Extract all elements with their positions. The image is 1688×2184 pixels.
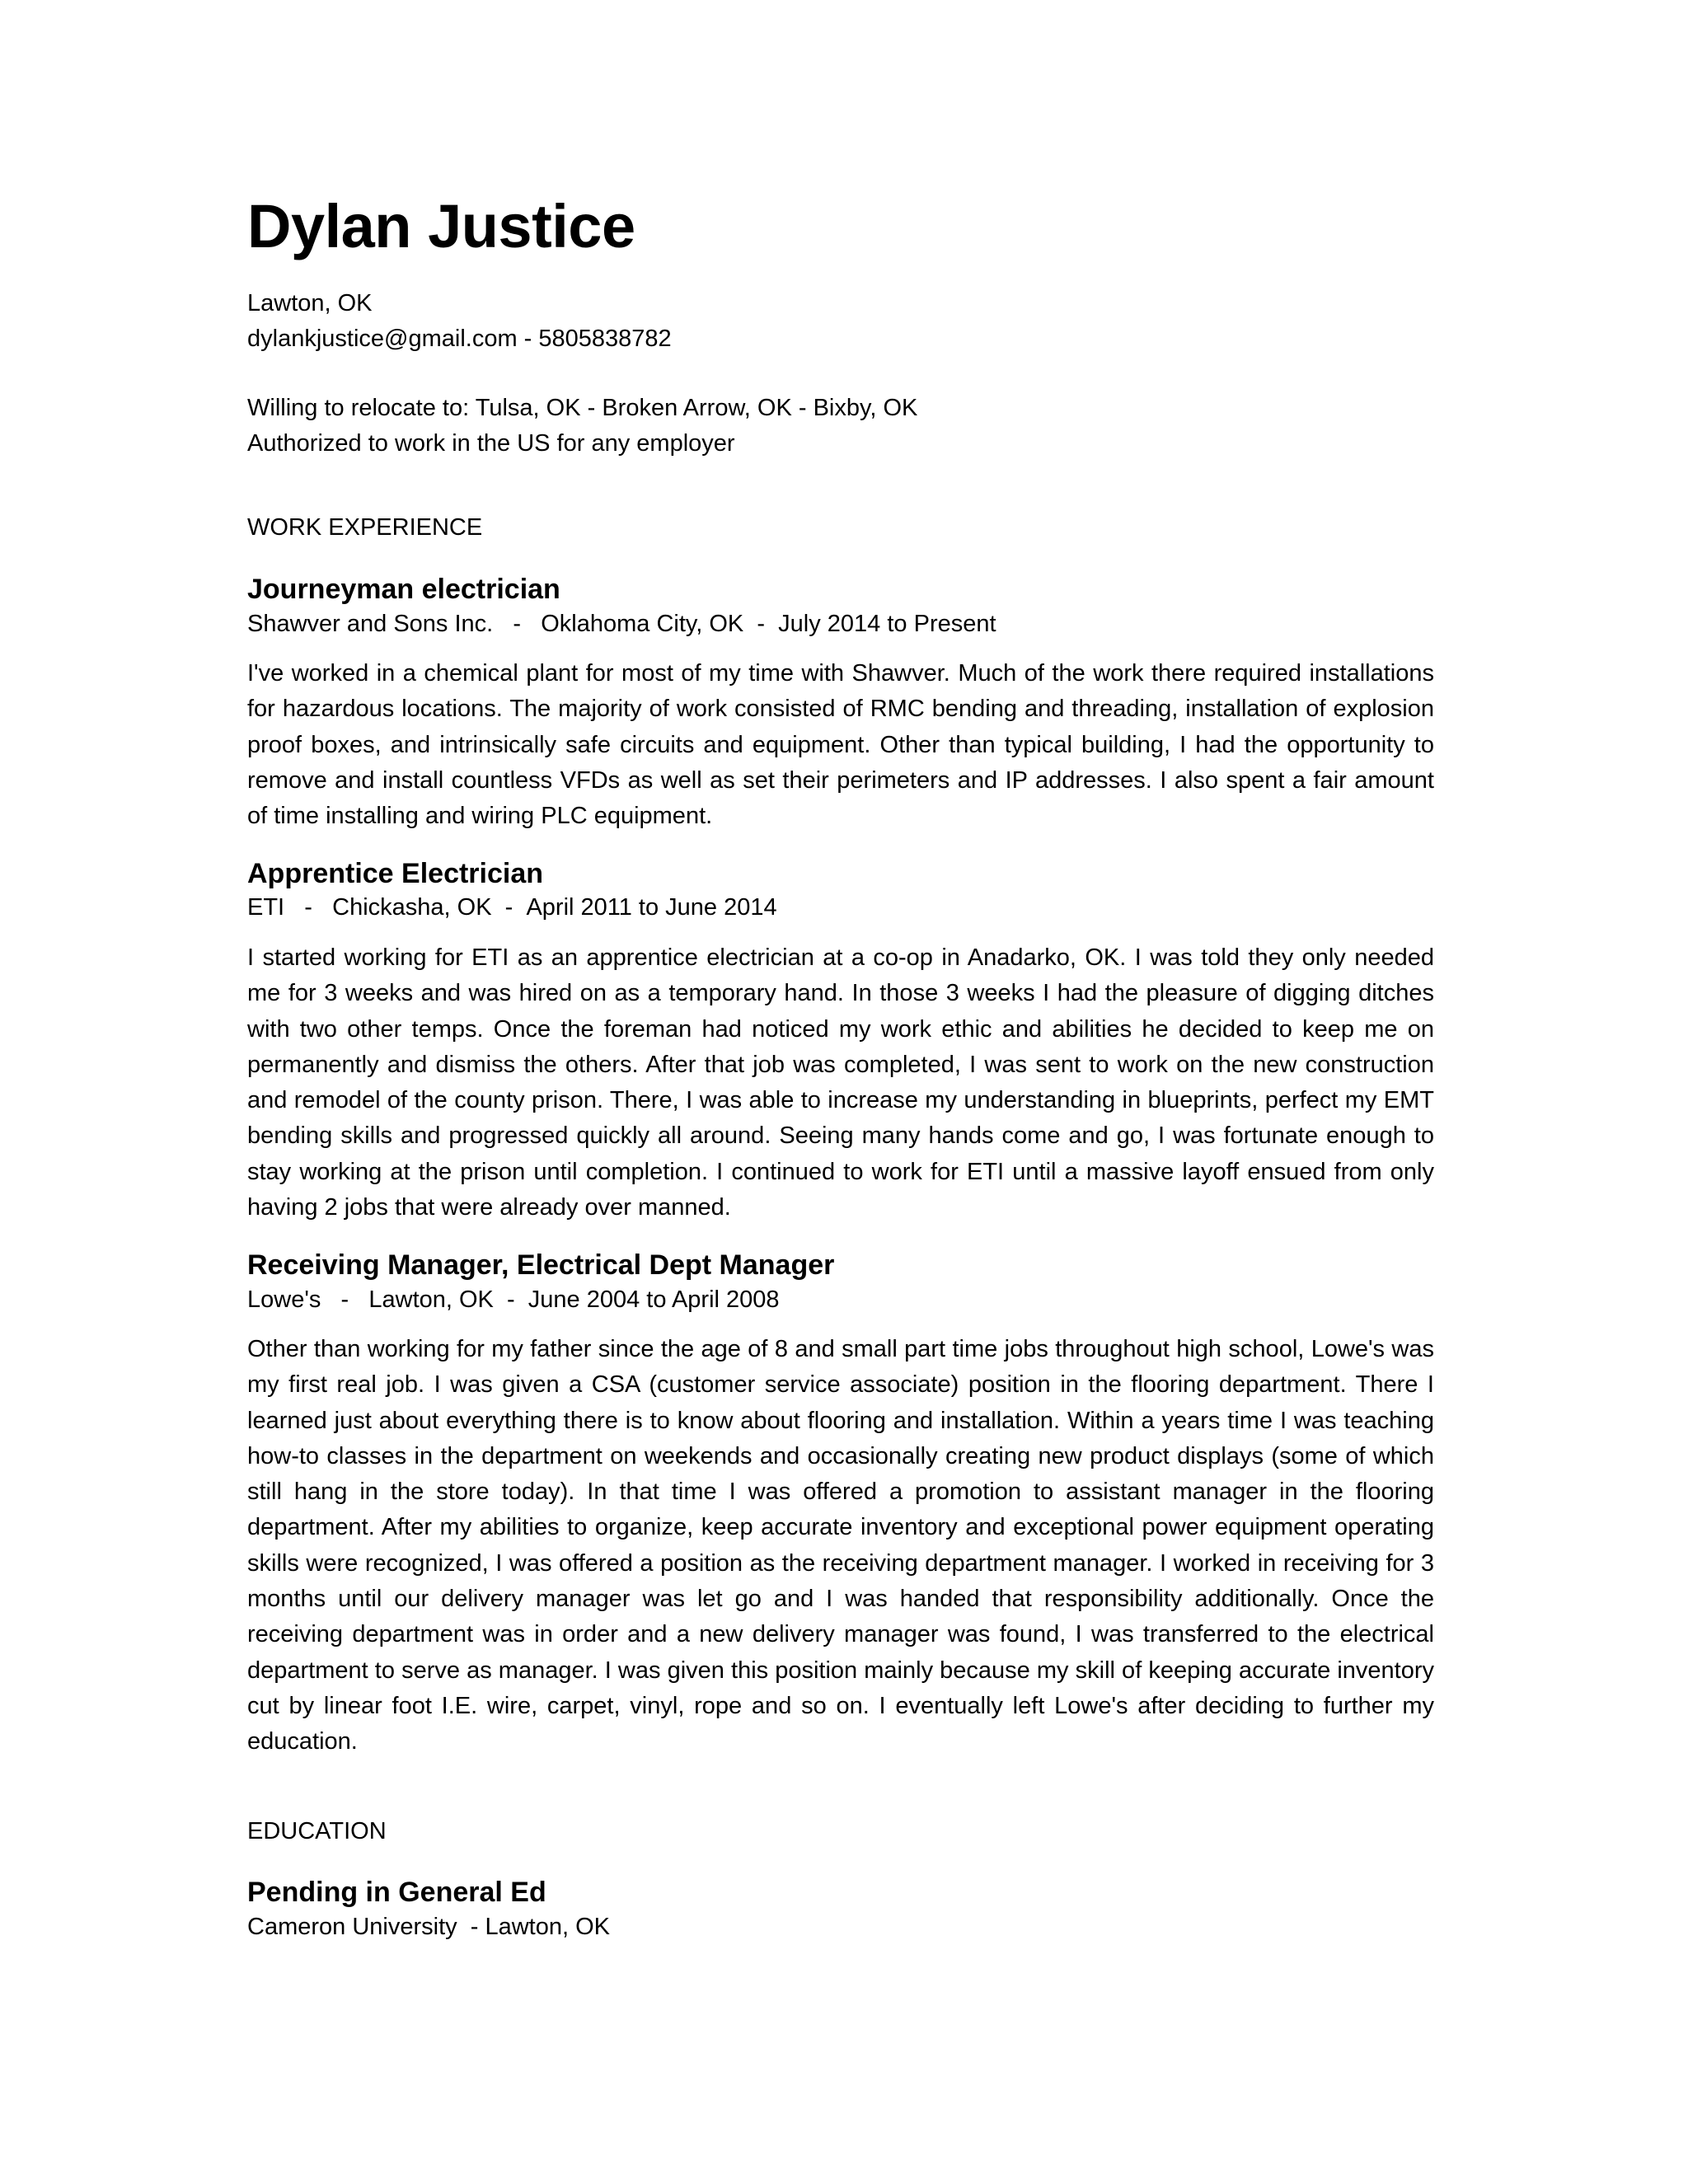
job-meta: ETI - Chickasha, OK - April 2011 to June 2014 [247,894,777,921]
job-description: I've worked in a chemical plant for most of my time with Shawver. Much of the work there required installations for hazardous locations. The majority of work consisted of RMC bending and threading, installation of explosion proof boxes, and intrinsically safe circuits and equipment. Other than typical building, I had the opportunity to remove and install countless VFDs as well as set their perimeters and IP addresses. I also spent a fair amount of time installing and wiring PLC equipment. [247,660,1434,830]
job-company: Shawver and Sons Inc. [247,611,494,637]
job-location: Oklahoma City, OK [541,611,744,637]
job-location: Lawton, OK [368,1286,494,1313]
work-authorization: Authorized to work in the US for any employer [247,430,735,457]
candidate-location: Lawton, OK [247,290,373,316]
job-title: Apprentice Electrician [247,858,544,889]
candidate-name: Dylan Justice [247,192,635,260]
degree-title: Pending in General Ed [247,1877,546,1908]
job-dates: July 2014 to Present [778,611,996,637]
school-name: Cameron University [247,1914,457,1940]
job-location: Chickasha, OK [332,894,492,921]
relocation-preference: Willing to relocate to: Tulsa, OK - Broken Arrow, OK - Bixby, OK [247,395,918,421]
job-meta: Lowe's - Lawton, OK - June 2004 to April 2008 [247,1286,780,1313]
work-experience-heading: WORK EXPERIENCE [247,514,483,541]
job-company: Lowe's [247,1286,321,1313]
education-heading: EDUCATION [247,1818,387,1844]
job-description: Other than working for my father since the age of 8 and small part time jobs throughout high school, Lowe's was my first real job. I was given a CSA (customer service associate) position in the flooring department. There I learned just about everything there is to know about flooring and installation. Within a years time I was teaching how-to classes in the department on weekends and occasionally creating new product displays (some of which still hang in the store today). In that time I was offered a promotion to assistant manager in the flooring department. After my abilities to organize, keep accurate inventory and exceptional power equipment operating skills were recognized, I was offered a position as the receiving department manager. I worked in receiving for 3 months until our delivery manager was let go and I was handed that responsibility additionally. Once the receiving department was in order and a new delivery manager was found, I was transferred to the electrical department to serve as manager. I was given this position mainly because my skill of keeping accurate inventory cut by linear foot I.E. wire, carpet, vinyl, rope and so on. I eventually left Lowe's after deciding to further my education. [247,1336,1434,1755]
job-meta: Shawver and Sons Inc. - Oklahoma City, OK - July 2014 to Present [247,611,996,637]
school-location: Lawton, OK [485,1914,611,1940]
job-dates: April 2011 to June 2014 [526,894,777,921]
job-company: ETI [247,894,285,921]
education-meta: Cameron University - Lawton, OK [247,1914,611,1940]
job-description: I started working for ETI as an apprentice electrician at a co-op in Anadarko, OK. I was told they only needed me for 3 weeks and was hired on as a temporary hand. In those 3 weeks I had the pleasure of digging ditches with two other temps. Once the foreman had noticed my work ethic and abilities he decided to keep me on permanently and dismiss the others. After that job was completed, I was sent to work on the new construction and remodel of the county prison. There, I was able to increase my understanding in blueprints, perfect my EMT bending skills and progressed quickly all around. Seeing many hands come and go, I was fortunate enough to stay working at the prison until completion. I continued to work for ETI until a massive layoff ensued from only having 2 jobs that were already over manned. [247,944,1434,1221]
job-title: Receiving Manager, Electrical Dept Manager [247,1249,835,1281]
job-title: Journeyman electrician [247,574,560,605]
candidate-contact: dylankjustice@gmail.com - 5805838782 [247,326,672,352]
job-dates: June 2004 to April 2008 [528,1286,780,1313]
